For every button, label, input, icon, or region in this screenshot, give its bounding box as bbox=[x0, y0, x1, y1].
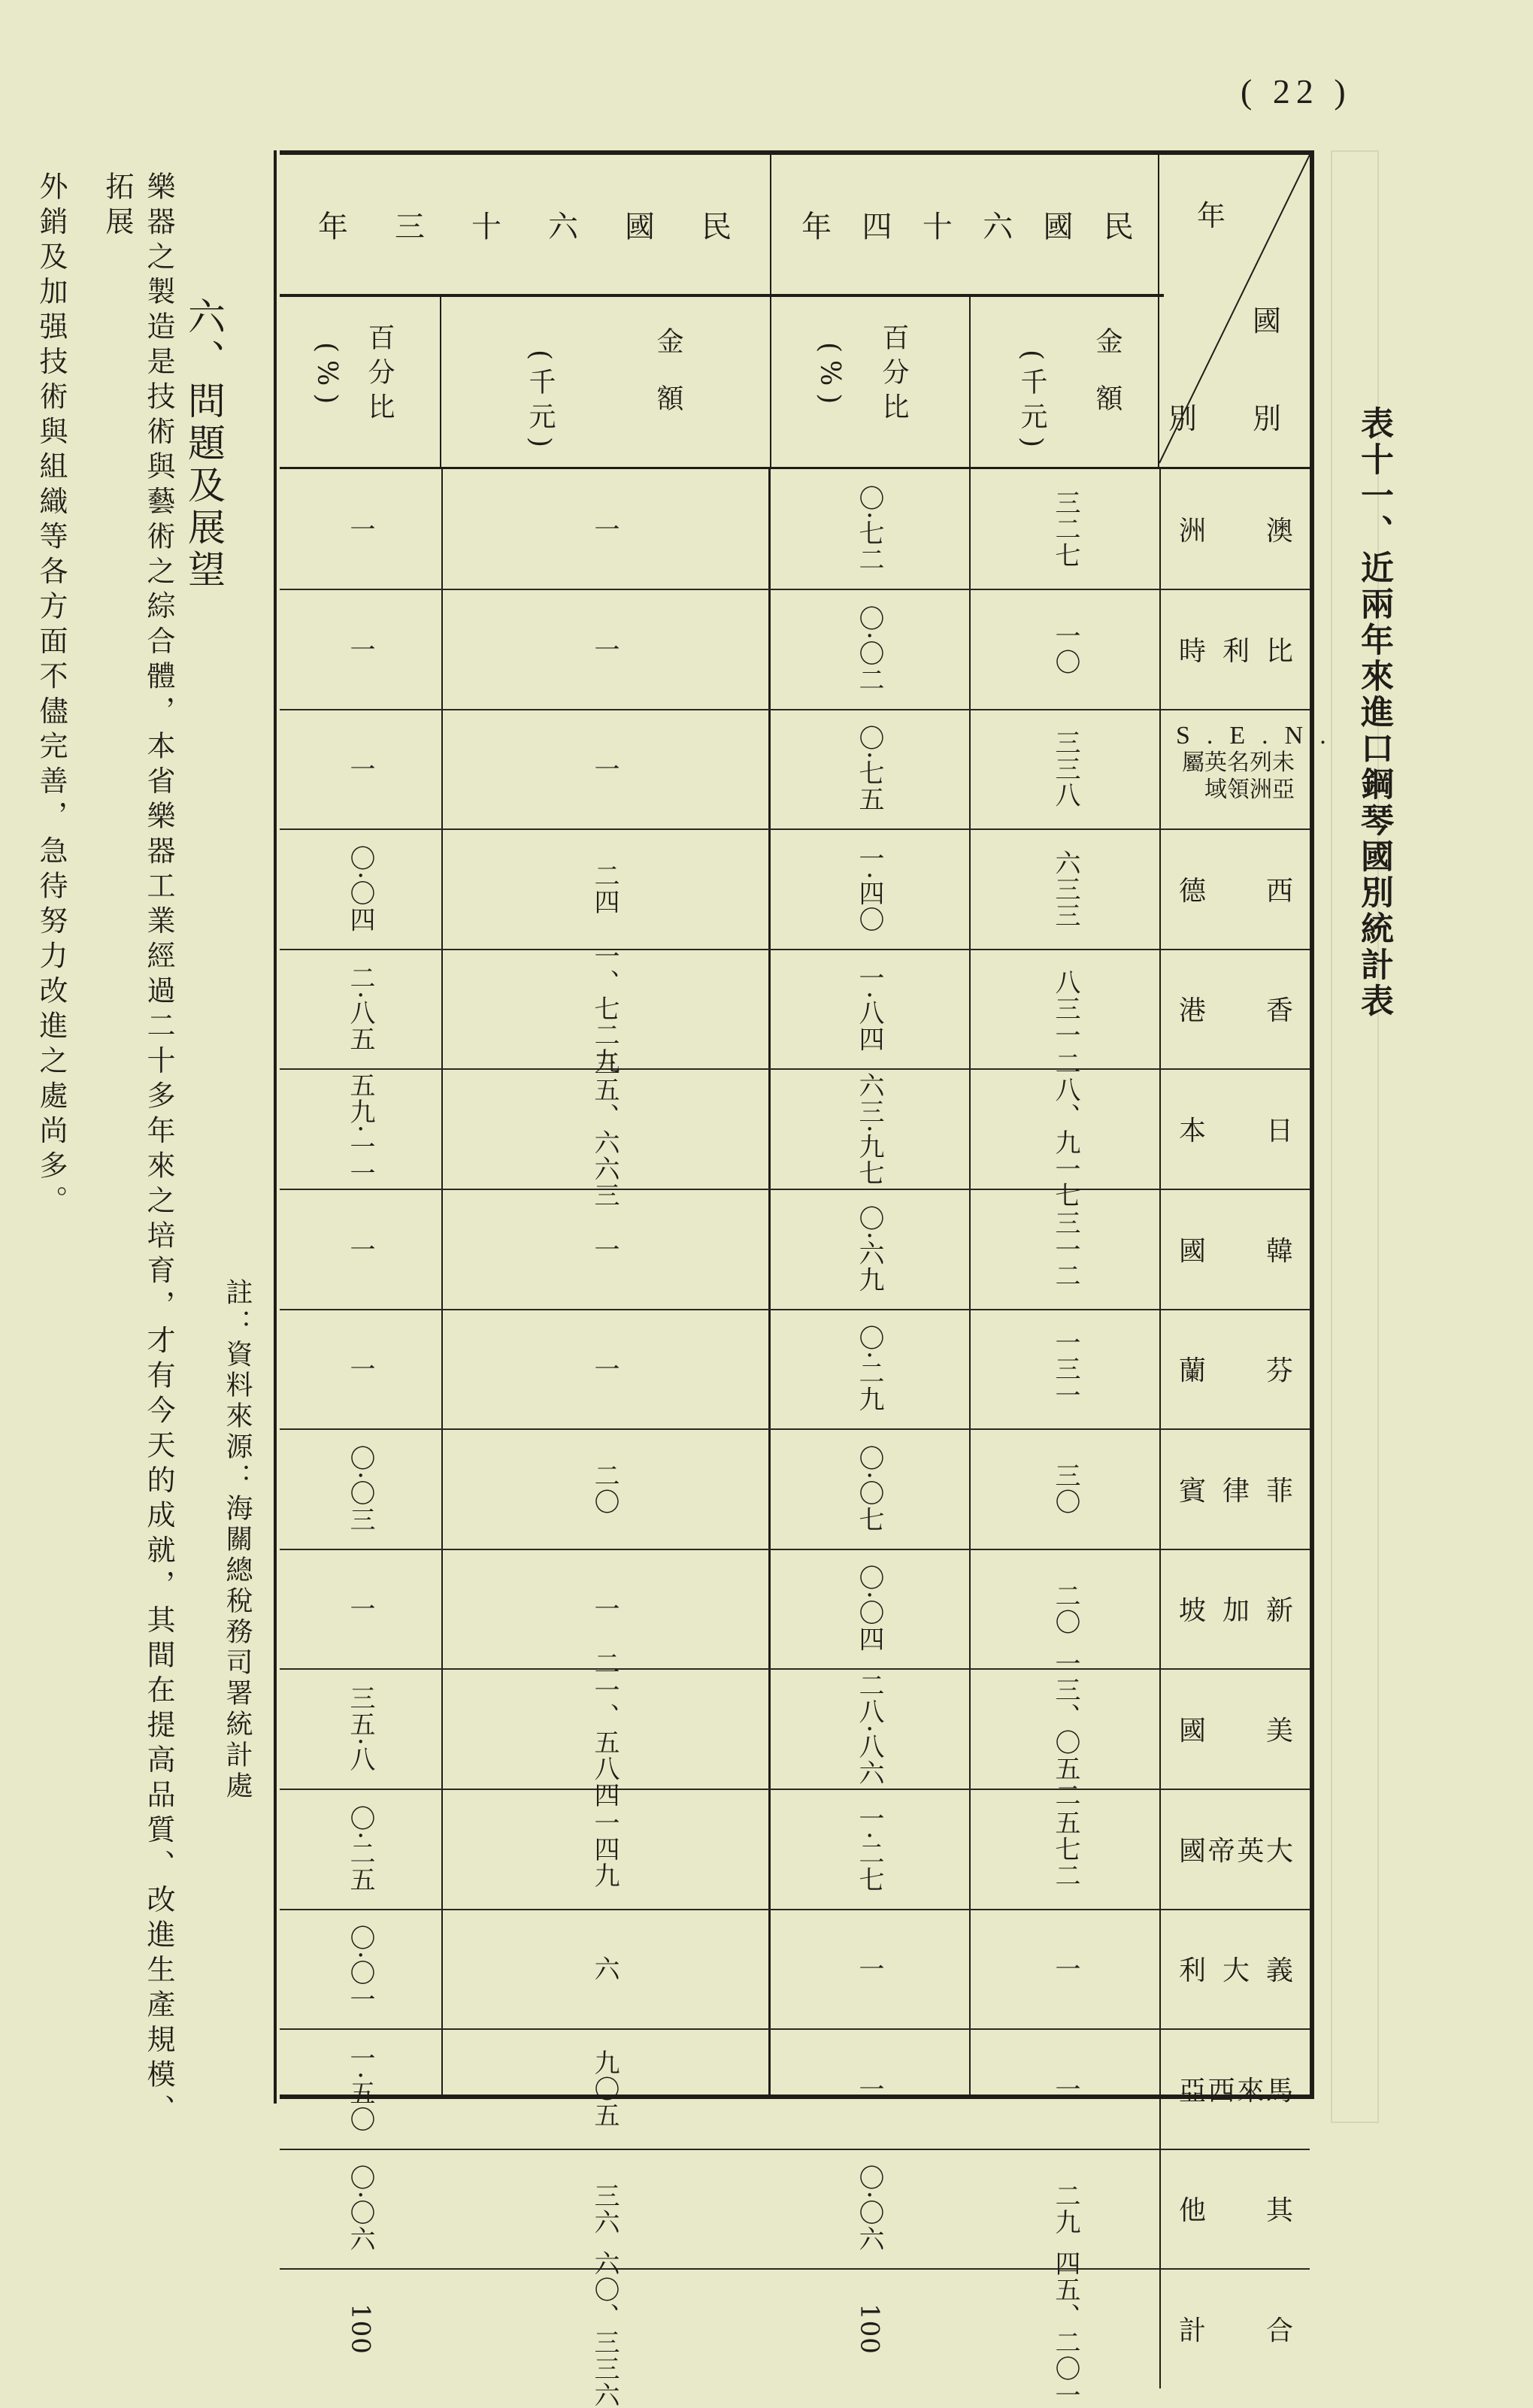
country-char: 利 bbox=[1179, 1955, 1207, 1987]
year-char: 四 bbox=[862, 210, 892, 244]
section-paragraph-1: 樂器之製造是技術與藝術之綜合體，本省樂器工業經過二十多年來之培育，才有今天的成就，其間在提高品質、改進生產規模、拓展 bbox=[101, 171, 175, 2129]
amount-1973: 一、七二九 bbox=[589, 943, 620, 1075]
table-header bbox=[280, 155, 1310, 469]
table-row bbox=[280, 1649, 1310, 1808]
percent-1973: 三五·八 bbox=[345, 1685, 375, 1773]
country-char: 他 bbox=[1179, 2195, 1207, 2227]
amount-1973: 六〇、三三六 bbox=[589, 2249, 620, 2408]
country-char: 日 bbox=[1265, 1116, 1293, 1146]
percent-1974-cell bbox=[770, 1549, 969, 1668]
country-char: 大 bbox=[1265, 1835, 1293, 1867]
amount-1974: 六三三 bbox=[1050, 849, 1080, 928]
table-row bbox=[280, 829, 1310, 950]
percent-1974-cell bbox=[770, 829, 969, 949]
country-cell bbox=[1159, 1549, 1310, 1668]
amount-label: 金額 bbox=[1092, 327, 1122, 441]
country-char: 時 bbox=[1179, 635, 1207, 667]
percent-1974-cell bbox=[770, 469, 969, 589]
table-row bbox=[280, 1309, 1310, 1430]
corner-bie-right: 別 bbox=[1252, 402, 1281, 435]
amount-1974-cell bbox=[969, 469, 1162, 589]
country-char: 西 bbox=[1265, 875, 1293, 907]
percent-1974: 二八·八六 bbox=[854, 1671, 884, 1786]
country-char: 義 bbox=[1265, 1955, 1293, 1987]
country-cell bbox=[1159, 1309, 1310, 1428]
country-char: 國 bbox=[1179, 1835, 1207, 1867]
country-cell bbox=[1159, 1429, 1310, 1549]
percent-1973: 一 bbox=[345, 1595, 375, 1622]
year-char: 民 bbox=[701, 210, 732, 244]
table-row bbox=[280, 1050, 1310, 1208]
amount-1974-cell bbox=[969, 1050, 1162, 1208]
country-char: 蘭 bbox=[1179, 1355, 1207, 1387]
table-row bbox=[280, 2029, 1310, 2150]
country-char: 坡 bbox=[1179, 1595, 1207, 1627]
country-char: 香 bbox=[1265, 995, 1293, 1027]
percent-1974: 六三·九七 bbox=[854, 1071, 884, 1186]
amount-label: 金額 bbox=[653, 327, 683, 441]
percent-1973-cell bbox=[280, 589, 441, 709]
percent-1973-cell bbox=[280, 2149, 441, 2268]
amount-1974-cell bbox=[969, 1909, 1162, 2028]
country-char: 洲 bbox=[1179, 516, 1207, 547]
percent-label: 百分比 bbox=[364, 323, 395, 427]
country-cell bbox=[1159, 2269, 1310, 2388]
amount-1974-cell bbox=[969, 1649, 1162, 1808]
country-char: 計 bbox=[1179, 2316, 1207, 2346]
percent-1974: 一·八四 bbox=[854, 965, 884, 1053]
section-paragraph-2: 外銷及加强技術與組織等各方面不儘完善，急待努力改進之處尚多。 bbox=[35, 171, 68, 1220]
percent-1974-cell bbox=[770, 1189, 969, 1309]
percent-1973-cell bbox=[280, 1549, 441, 1668]
country-char: 馬 bbox=[1265, 2075, 1293, 2107]
percent-1974-cell bbox=[770, 2269, 969, 2388]
amount-1973-cell bbox=[441, 709, 768, 828]
country-char: 賓 bbox=[1179, 1475, 1207, 1507]
percent-1974: 〇·六九 bbox=[854, 1204, 884, 1293]
amount-1974: 三二七 bbox=[1050, 489, 1080, 568]
amount-1974: 二九 bbox=[1050, 2182, 1080, 2235]
percent-1974: 一 bbox=[854, 1955, 884, 1982]
amount-1973: 二〇 bbox=[589, 1462, 620, 1516]
country-char: 澳 bbox=[1265, 516, 1293, 547]
amount-1974-cell bbox=[969, 1789, 1162, 1909]
country-cell bbox=[1159, 1069, 1310, 1189]
country-cell bbox=[1159, 709, 1343, 828]
percent-1973-cell bbox=[280, 1189, 441, 1309]
amount-1974: 一 bbox=[1050, 1955, 1080, 1982]
amount-1973-cell bbox=[441, 1649, 768, 1808]
percent-1974-cell bbox=[770, 2149, 969, 2268]
table-source-note: 註：資料來源：海關總稅務司署統計處 bbox=[222, 1278, 253, 1802]
amount-1973-cell bbox=[441, 1189, 768, 1309]
year-char: 十 bbox=[471, 210, 501, 244]
amount-1974: 一三、〇五二 bbox=[1050, 1649, 1080, 1808]
country-char: 本 bbox=[1179, 1116, 1207, 1146]
percent-1973: 一 bbox=[345, 756, 375, 783]
table-row bbox=[280, 469, 1310, 590]
amount-1974-cell bbox=[969, 2029, 1162, 2149]
table-row bbox=[280, 943, 1310, 1075]
percent-1974: 〇·〇七 bbox=[854, 1444, 884, 1533]
percent-1974: 〇·〇六 bbox=[854, 2164, 884, 2253]
percent-1973: 一 bbox=[345, 1355, 375, 1383]
percent-unit: (%) bbox=[814, 342, 845, 412]
amount-1973-cell bbox=[441, 1050, 768, 1208]
amount-1973: 一 bbox=[589, 1235, 620, 1262]
amount-1973-cell bbox=[441, 469, 768, 589]
amount-1973: 三六 bbox=[589, 2182, 620, 2235]
percent-1974: 〇·〇二 bbox=[854, 604, 884, 693]
amount-1973-cell bbox=[441, 589, 768, 709]
country-line: 域領洲亞 bbox=[1204, 777, 1295, 804]
percent-1974-cell bbox=[770, 1669, 969, 1789]
percent-1973-cell bbox=[280, 949, 441, 1068]
year-char: 三 bbox=[395, 210, 425, 244]
amount-1973-cell bbox=[441, 1429, 768, 1549]
year-char: 十 bbox=[922, 210, 953, 244]
table-row bbox=[280, 1789, 1310, 1910]
country-cell bbox=[1159, 589, 1310, 709]
country-cell bbox=[1159, 2149, 1310, 2268]
header-corner-cell bbox=[1158, 155, 1310, 467]
percent-1973: 〇·〇三 bbox=[345, 1444, 375, 1533]
table-row bbox=[280, 1189, 1310, 1310]
country-cell bbox=[1159, 2029, 1310, 2149]
amount-1973-cell bbox=[441, 1789, 768, 1909]
amount-1973: 一 bbox=[589, 1355, 620, 1383]
percent-label: 百分比 bbox=[878, 323, 909, 427]
country-char: 菲 bbox=[1265, 1475, 1293, 1507]
percent-1974-cell bbox=[770, 589, 969, 709]
percent-1974-cell bbox=[770, 1309, 969, 1428]
percent-1974: 一·四〇 bbox=[854, 844, 884, 933]
percent-1974-cell bbox=[770, 1429, 969, 1549]
country-cell bbox=[1159, 949, 1310, 1068]
corner-bie-left: 別 bbox=[1168, 402, 1197, 435]
percent-1973-cell bbox=[280, 1309, 441, 1428]
section-heading: 六、問題及展望 bbox=[182, 297, 226, 592]
amount-unit: (千元) bbox=[1016, 350, 1047, 456]
country-char: 合 bbox=[1265, 2316, 1293, 2346]
year-char: 國 bbox=[1043, 210, 1074, 244]
amount-1973: 二一、五八四 bbox=[589, 1649, 620, 1808]
amount-1973: 二四 bbox=[589, 862, 620, 916]
percent-1973: 〇·〇六 bbox=[345, 2164, 375, 2253]
percent-1973-cell bbox=[280, 1789, 441, 1909]
amount-1973: 六 bbox=[589, 1955, 620, 1982]
amount-1973: 九〇五 bbox=[589, 2049, 620, 2128]
amount-1974: 一 bbox=[1050, 2075, 1080, 2102]
corner-country-label: 國 bbox=[1252, 304, 1281, 338]
country-char: 來 bbox=[1237, 2075, 1265, 2107]
percent-1974: 〇·〇四 bbox=[854, 1564, 884, 1653]
country-char: 英 bbox=[1237, 1835, 1265, 1867]
percent-1973-cell bbox=[280, 469, 441, 589]
percent-1973-cell bbox=[280, 2269, 441, 2388]
percent-1974: 一·二七 bbox=[854, 1804, 884, 1893]
country-char: 帝 bbox=[1207, 1835, 1235, 1867]
country-cell bbox=[1159, 1909, 1310, 2028]
percent-1973: 五九·一一 bbox=[345, 1071, 375, 1186]
percent-1973-cell bbox=[280, 1069, 441, 1189]
table-row bbox=[280, 2249, 1310, 2408]
country-char: 律 bbox=[1222, 1475, 1250, 1507]
country-char: 加 bbox=[1222, 1595, 1250, 1627]
amount-1974: 五七二 bbox=[1050, 1809, 1080, 1889]
amount-header-1973 bbox=[441, 297, 770, 467]
country-char: 利 bbox=[1222, 635, 1250, 667]
country-char: 亞 bbox=[1179, 2075, 1207, 2107]
country-cell bbox=[1159, 1669, 1310, 1789]
year-char: 年 bbox=[801, 210, 832, 244]
percent-1973: 〇·〇四 bbox=[345, 844, 375, 933]
table-row bbox=[280, 1549, 1310, 1670]
table-row bbox=[280, 1429, 1310, 1550]
percent-1974-cell bbox=[770, 709, 969, 828]
percent-1973-cell bbox=[280, 829, 441, 949]
percent-1973: 一·五〇 bbox=[345, 2044, 375, 2133]
amount-1974: 三一二 bbox=[1050, 1209, 1080, 1289]
amount-1974: 三三八 bbox=[1050, 729, 1080, 809]
table-row bbox=[280, 589, 1310, 710]
year-char: 六 bbox=[548, 210, 578, 244]
country-char: 國 bbox=[1179, 1716, 1207, 1746]
percent-unit: (%) bbox=[311, 342, 342, 412]
country-line: 屬英名列未 bbox=[1182, 750, 1295, 777]
percent-1974-cell bbox=[770, 1789, 969, 1909]
country-en-abbrev: S.E.N. bbox=[1176, 722, 1343, 750]
amount-1974: 一〇 bbox=[1050, 622, 1080, 676]
percent-header-1973 bbox=[280, 297, 441, 467]
percent-1974-cell bbox=[770, 949, 969, 1068]
amount-1974-cell bbox=[969, 1189, 1162, 1309]
amount-1973-cell bbox=[441, 2249, 768, 2408]
percent-1974-cell bbox=[770, 2029, 969, 2149]
year-char: 國 bbox=[625, 210, 655, 244]
percent-1974: 〇·二九 bbox=[854, 1325, 884, 1413]
percent-1974-cell bbox=[770, 1069, 969, 1189]
amount-1973: 一 bbox=[589, 1595, 620, 1622]
amount-1973-cell bbox=[441, 1309, 768, 1428]
country-char: 美 bbox=[1265, 1716, 1293, 1746]
amount-1973-cell bbox=[441, 1909, 768, 2028]
percent-1973-cell bbox=[280, 1669, 441, 1789]
year-block-1973 bbox=[280, 155, 770, 467]
country-cell bbox=[1159, 829, 1310, 949]
piano-import-table bbox=[280, 150, 1343, 2408]
table-title: 表十一、近兩年來進口鋼琴國別統計表 bbox=[1355, 406, 1393, 1019]
percent-1974: 〇·七二 bbox=[854, 485, 884, 573]
amount-1974: 三〇 bbox=[1050, 1462, 1080, 1516]
table-row bbox=[280, 1909, 1310, 2030]
percent-1973: 〇·〇一 bbox=[345, 1925, 375, 2013]
country-char: 港 bbox=[1179, 995, 1207, 1027]
country-cell bbox=[1159, 1789, 1310, 1909]
amount-1974-cell bbox=[969, 589, 1162, 709]
country-char: 比 bbox=[1265, 635, 1293, 667]
amount-1973: 三五、六六三 bbox=[589, 1050, 620, 1208]
table-row bbox=[280, 2149, 1310, 2270]
year-char: 六 bbox=[983, 210, 1013, 244]
amount-1974-cell bbox=[969, 709, 1162, 828]
country-char: 國 bbox=[1179, 1235, 1207, 1267]
percent-1973-cell bbox=[280, 1909, 441, 2028]
amount-1974-cell bbox=[969, 2249, 1162, 2408]
year-char: 民 bbox=[1103, 210, 1134, 244]
year-char: 年 bbox=[318, 210, 348, 244]
amount-1974-cell bbox=[969, 1429, 1162, 1549]
page-number: ( 22 ) bbox=[1241, 72, 1352, 111]
table-row bbox=[280, 709, 1343, 830]
amount-1973: 一 bbox=[589, 635, 620, 662]
country-cell bbox=[1159, 469, 1310, 589]
amount-1974-cell bbox=[969, 829, 1162, 949]
percent-1973-cell bbox=[280, 1429, 441, 1549]
percent-1973: 二·八五 bbox=[345, 965, 375, 1053]
country-cell bbox=[1159, 1189, 1310, 1309]
amount-1973-cell bbox=[441, 829, 768, 949]
percent-1974: 〇·七五 bbox=[854, 725, 884, 813]
percent-1973: 一 bbox=[345, 1235, 375, 1262]
amount-1974: 二八、九一七 bbox=[1050, 1050, 1080, 1208]
percent-1974: 100 bbox=[854, 2303, 885, 2355]
year-title-1973 bbox=[280, 155, 770, 297]
percent-1973: 一 bbox=[345, 635, 375, 662]
percent-1973: 100 bbox=[345, 2303, 376, 2355]
percent-1973-cell bbox=[280, 709, 441, 828]
percent-1973: 〇·二五 bbox=[345, 1804, 375, 1893]
amount-unit: (千元) bbox=[525, 350, 556, 456]
percent-1973-cell bbox=[280, 2029, 441, 2149]
year-block-1974 bbox=[770, 155, 1164, 467]
amount-1973: 一 bbox=[589, 756, 620, 783]
amount-1973-cell bbox=[441, 2029, 768, 2149]
country-char: 大 bbox=[1222, 1955, 1250, 1987]
country-char: 德 bbox=[1179, 875, 1207, 907]
country-char: 新 bbox=[1265, 1595, 1293, 1627]
percent-1974-cell bbox=[770, 1909, 969, 2028]
amount-1973: 一四九 bbox=[589, 1809, 620, 1889]
country-char: 芬 bbox=[1265, 1355, 1293, 1387]
country-char: 韓 bbox=[1265, 1235, 1293, 1267]
amount-1973: 一 bbox=[589, 516, 620, 542]
amount-1974: 二〇 bbox=[1050, 1582, 1080, 1635]
amount-1974: 四五、二〇一 bbox=[1050, 2249, 1080, 2408]
amount-header-1974 bbox=[971, 297, 1164, 467]
amount-1974: 八三一 bbox=[1050, 969, 1080, 1049]
percent-1973: 一 bbox=[345, 516, 375, 542]
amount-1974-cell bbox=[969, 1309, 1162, 1428]
country-char: 其 bbox=[1265, 2195, 1293, 2227]
percent-1974: 一 bbox=[854, 2075, 884, 2102]
table-body bbox=[280, 469, 1343, 2408]
corner-year-label: 年 bbox=[1196, 199, 1225, 232]
year-title-1974 bbox=[771, 155, 1164, 297]
percent-header-1974 bbox=[771, 297, 971, 467]
country-char: 西 bbox=[1207, 2075, 1235, 2107]
amount-1974: 一三一 bbox=[1050, 1329, 1080, 1409]
